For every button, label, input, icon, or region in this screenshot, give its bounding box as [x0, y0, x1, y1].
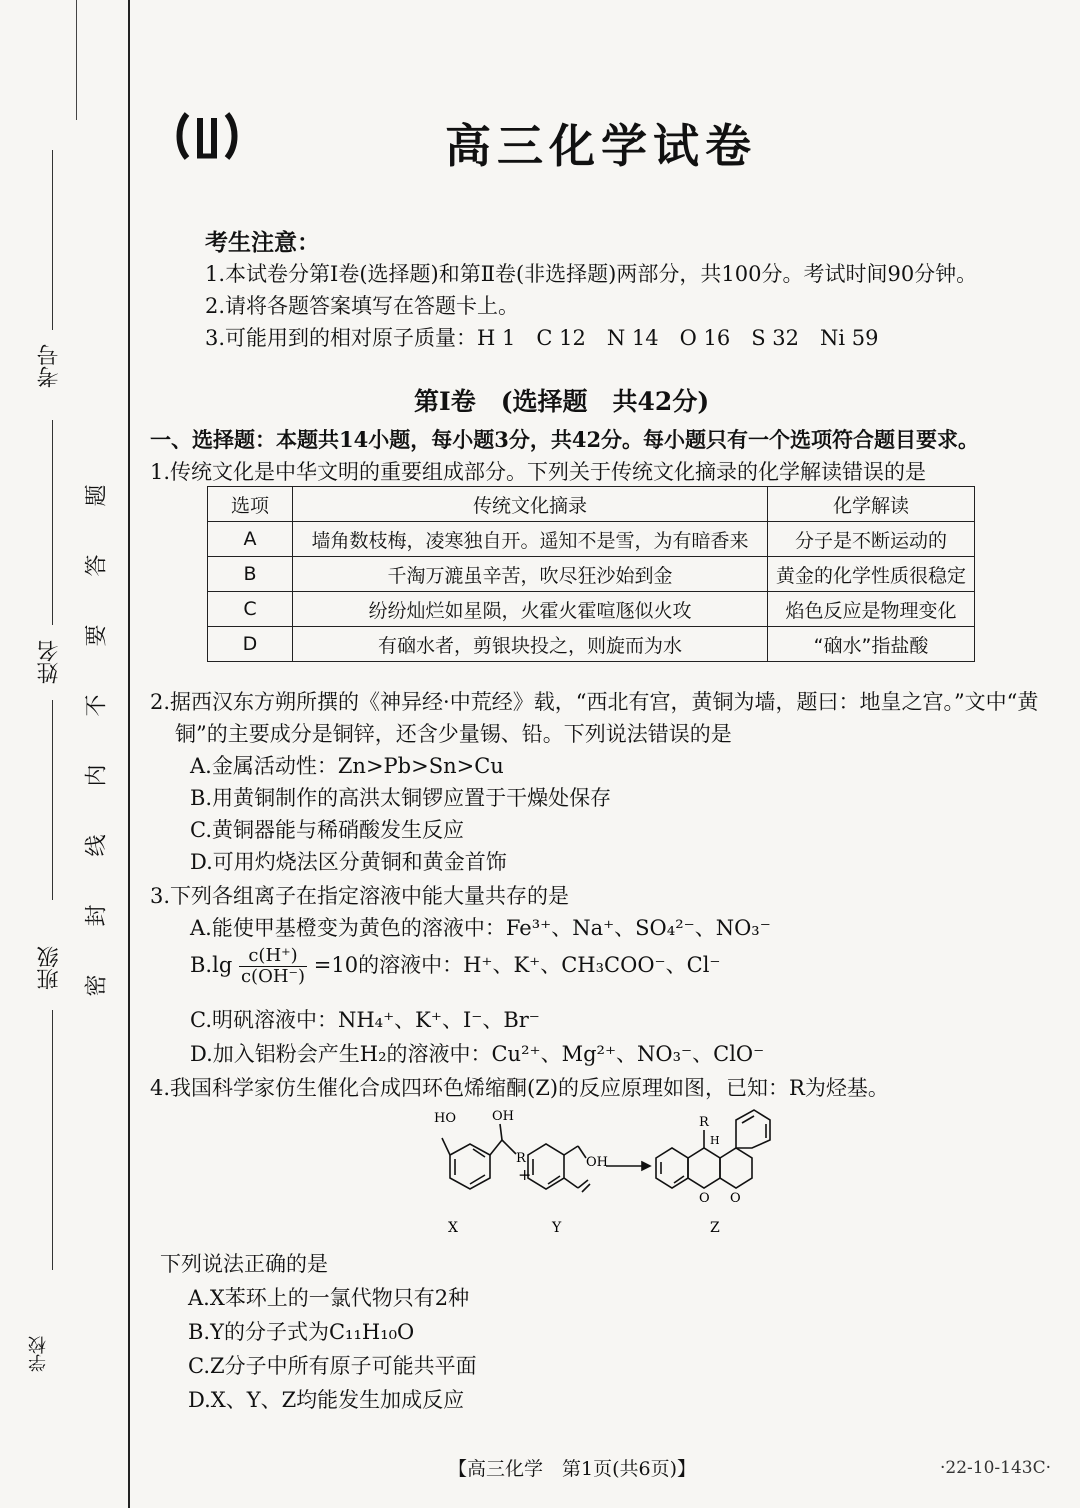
seal-char-5: 内	[84, 764, 110, 787]
x-label-ho: HO	[434, 1111, 456, 1126]
q2-option-d: D.可用灼烧法区分黄铜和黄金首饰	[190, 850, 507, 874]
seal-char-7: 封	[84, 904, 110, 927]
name-field-lower[interactable]	[52, 700, 53, 900]
q3-option-b	[190, 946, 721, 987]
cell-option: D	[208, 627, 293, 662]
header-option: 选项	[208, 487, 293, 522]
header-interpretation: 化学解读	[768, 487, 975, 522]
q4-option-c: C.Z分子中所有原子可能共平面	[188, 1354, 477, 1378]
cell-interpretation: 焰色反应是物理变化	[768, 592, 975, 627]
seal-char-4: 不	[84, 694, 110, 717]
notice-item-1: 1.本试卷分第Ⅰ卷(选择题)和第Ⅱ卷(非选择题)两部分，共100分。考试时间90分钟。	[205, 262, 978, 286]
z-label-o2: O	[730, 1191, 741, 1206]
q3-option-c: C.明矾溶液中：NH₄⁺、K⁺、I⁻、Br⁻	[190, 1008, 540, 1032]
cell-option: A	[208, 522, 293, 557]
z-label-h: H	[710, 1134, 720, 1147]
q3-stem: 3.下列各组离子在指定溶液中能大量共存的是	[150, 884, 570, 908]
school-label: 学校	[28, 1336, 49, 1372]
q3-option-b-rest: =10的溶液中：H⁺、K⁺、CH₃COO⁻、Cl⁻	[313, 953, 721, 977]
seal-char-8: 密	[84, 974, 110, 997]
table-row	[208, 627, 975, 662]
class-label: 班级	[37, 946, 62, 990]
label-z: Z	[710, 1220, 720, 1236]
seal-char-3: 要	[84, 624, 110, 647]
binding-line	[128, 0, 130, 1508]
y-label-oh: OH	[586, 1155, 608, 1170]
table-row	[208, 557, 975, 592]
q3-option-b-prefix: B.lg	[190, 953, 233, 977]
seal-char-2: 答	[84, 554, 110, 577]
z-label-o1: O	[699, 1191, 710, 1206]
q3-option-d: D.加入铝粉会产生H₂的溶液中：Cu²⁺、Mg²⁺、NO₃⁻、ClO⁻	[190, 1042, 765, 1066]
plus-sign: +	[518, 1165, 532, 1184]
cell-option: C	[208, 592, 293, 627]
cell-interpretation: 分子是不断运动的	[768, 522, 975, 557]
q2-option-c: C.黄铜器能与稀硝酸发生反应	[190, 818, 464, 842]
exam-number-field[interactable]	[52, 150, 53, 330]
q1-stem: 1.传统文化是中华文明的重要组成部分。下列关于传统文化摘录的化学解读错误的是	[150, 460, 927, 484]
q3-fraction-denominator: c(OH⁻)	[240, 966, 306, 987]
q4-prompt: 下列说法正确的是	[160, 1252, 328, 1276]
page-title: 高三化学试卷	[445, 119, 757, 173]
q3-option-a-ions: Fe³⁺、Na⁺、SO₄²⁻、NO₃⁻	[505, 916, 771, 940]
name-label: 姓名	[37, 640, 62, 684]
q2-stem-line2: 铜”的主要成分是铜锌，还含少量锡、铅。下列说法错误的是	[175, 722, 732, 746]
exam-number-label: 考号	[37, 344, 62, 388]
table-row	[208, 592, 975, 627]
cell-interpretation: “硇水”指盐酸	[768, 627, 975, 662]
x-label-oh: OH	[492, 1109, 514, 1124]
q4-reaction-diagram	[420, 1100, 780, 1240]
z-label-r: R	[699, 1115, 709, 1130]
binding-line-outer	[76, 0, 77, 120]
cell-excerpt: 有硇水者，剪银块投之，则旋而为水	[293, 627, 768, 662]
q2-option-b: B.用黄铜制作的高洪太铜锣应置于干燥处保存	[190, 786, 612, 810]
q3-fraction	[239, 946, 307, 987]
seal-char-1: 题	[84, 484, 110, 507]
cell-excerpt: 千淘万漉虽辛苦，吹尽狂沙始到金	[293, 557, 768, 592]
q4-option-b: B.Y的分子式为C₁₁H₁₀O	[188, 1320, 415, 1344]
notice-item-3: 3.可能用到的相对原子质量：H 1 C 12 N 14 O 16 S 32 Ni 59	[205, 326, 879, 350]
cell-interpretation: 黄金的化学性质很稳定	[768, 557, 975, 592]
q2-option-a: A.金属活动性：Zn>Pb>Sn>Cu	[190, 754, 504, 778]
q4-option-a: A.X苯环上的一氯代物只有2种	[188, 1286, 470, 1310]
q3-option-a	[190, 912, 771, 942]
notice-heading: 考生注意：	[205, 229, 320, 256]
q3-fraction-numerator: c(H⁺)	[239, 946, 307, 967]
table-header-row	[208, 487, 975, 522]
cell-option: B	[208, 557, 293, 592]
cell-excerpt: 墙角数枝梅，凌寒独自开。遥知不是雪，为有暗香来	[293, 522, 768, 557]
section-heading: 第Ⅰ卷 (选择题 共42分)	[414, 387, 710, 416]
section-instruction: 一、选择题：本题共14小题，每小题3分，共42分。每小题只有一个选项符合题目要求。	[150, 427, 980, 452]
q4-option-d: D.X、Y、Z均能发生加成反应	[188, 1388, 465, 1412]
table-row	[208, 522, 975, 557]
q4-stem: 4.我国科学家仿生催化合成四环色烯缩酮(Z)的反应原理如图，已知：R为烃基。	[150, 1076, 889, 1100]
q2-stem-line1: 2.据西汉东方朔所撰的《神异经·中荒经》载，“西北有宫，黄铜为墙，题曰：地皇之宫。”文中“黄	[150, 690, 1039, 714]
name-field[interactable]	[52, 420, 53, 625]
header-excerpt: 传统文化摘录	[293, 487, 768, 522]
label-y: Y	[552, 1220, 562, 1236]
label-x: X	[448, 1220, 458, 1236]
publisher-logo-icon	[175, 104, 239, 168]
seal-char-6: 线	[84, 834, 110, 857]
q3-option-a-text: A.能使甲基橙变为黄色的溶液中：	[190, 916, 506, 940]
x-label-r: R	[516, 1151, 526, 1166]
class-field[interactable]	[52, 1010, 53, 1270]
notice-item-2: 2.请将各题答案填写在答题卡上。	[205, 294, 520, 318]
page-footer: 【高三化学 第1页(共6页)】	[448, 1458, 697, 1480]
cell-excerpt: 纷纷灿烂如星陨，火霍火霍喧豗似火攻	[293, 592, 768, 627]
q1-table	[207, 486, 975, 662]
exam-code: ·22-10-143C·	[940, 1458, 1052, 1478]
